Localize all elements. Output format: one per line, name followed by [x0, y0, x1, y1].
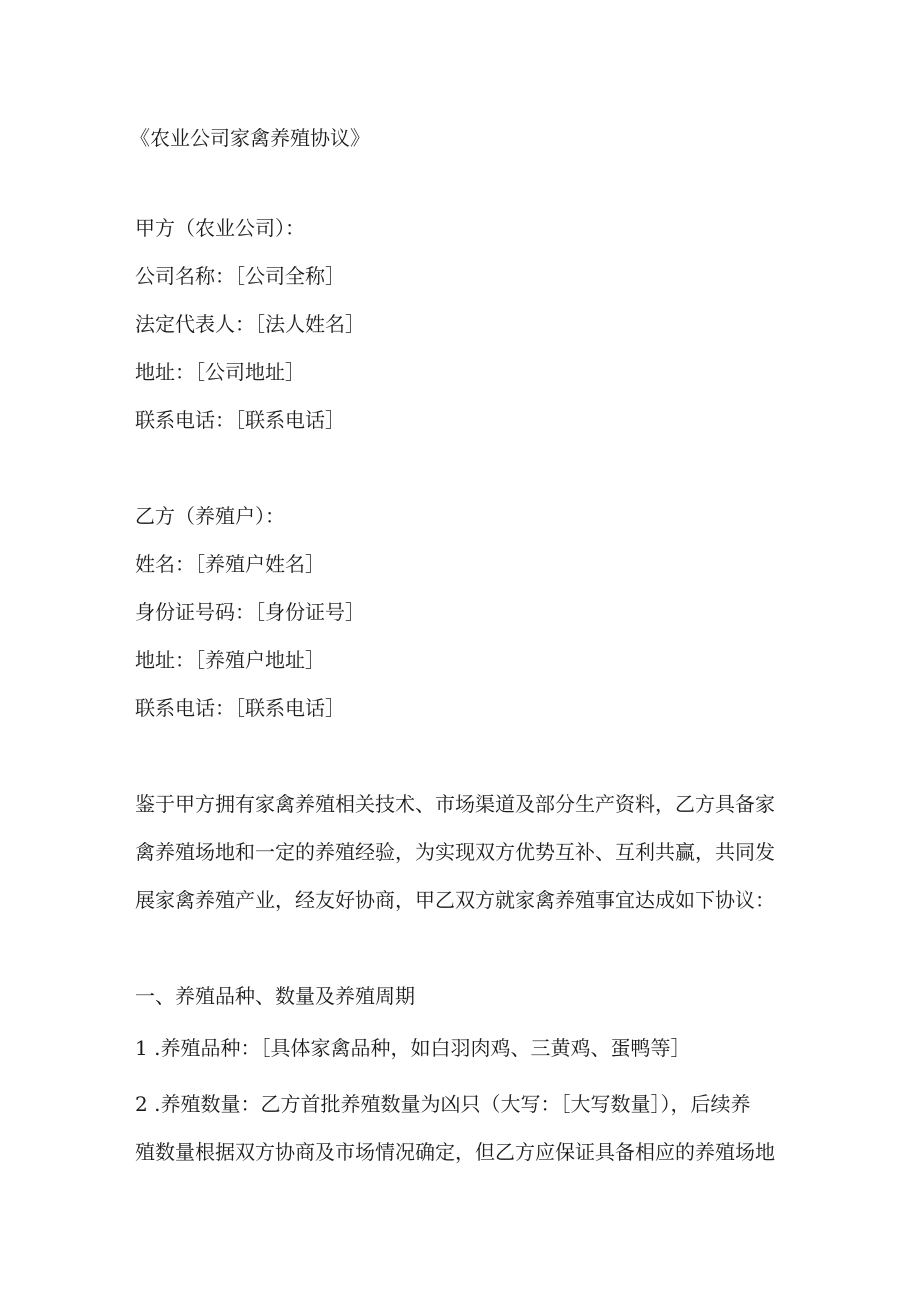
- preamble-line-3: 展家禽养殖产业，经友好协商，甲乙双方就家禽养殖事宜达成如下协议：: [135, 888, 775, 912]
- party-a-address: 地址：［公司地址］: [135, 360, 305, 384]
- preamble-line-1: 鉴于甲方拥有家禽养殖相关技术、市场渠道及部分生产资料，乙方具备家: [135, 792, 775, 816]
- section-1-heading: 一、养殖品种、数量及养殖周期: [135, 984, 415, 1008]
- party-b-name: 姓名：［养殖户姓名］: [135, 552, 325, 576]
- party-a-heading: 甲方（农业公司）：: [135, 216, 305, 240]
- section-1-item-2-line-2: 殖数量根据双方协商及市场情况确定，但乙方应保证具备相应的养殖场地: [135, 1140, 775, 1164]
- party-b-heading: 乙方（养殖户）：: [135, 504, 285, 528]
- section-1-item-1: 1 .养殖品种：［具体家禽品种，如白羽肉鸡、三黄鸡、蛋鸭等］: [135, 1036, 691, 1060]
- section-1-item-2-line-1: 2 .养殖数量：乙方首批养殖数量为凶只（大写：［大写数量］），后续养: [135, 1092, 751, 1116]
- party-a-phone: 联系电话：［联系电话］: [135, 408, 345, 432]
- party-a-company-name: 公司名称：［公司全称］: [135, 264, 345, 288]
- document-title: 《农业公司家禽养殖协议》: [130, 126, 370, 150]
- party-b-phone: 联系电话：［联系电话］: [135, 696, 345, 720]
- party-b-id-number: 身份证号码：［身份证号］: [135, 600, 365, 624]
- preamble-line-2: 禽养殖场地和一定的养殖经验，为实现双方优势互补、互利共赢，共同发: [135, 840, 775, 864]
- party-a-legal-rep: 法定代表人：［法人姓名］: [135, 312, 365, 336]
- party-b-address: 地址：［养殖户地址］: [135, 648, 325, 672]
